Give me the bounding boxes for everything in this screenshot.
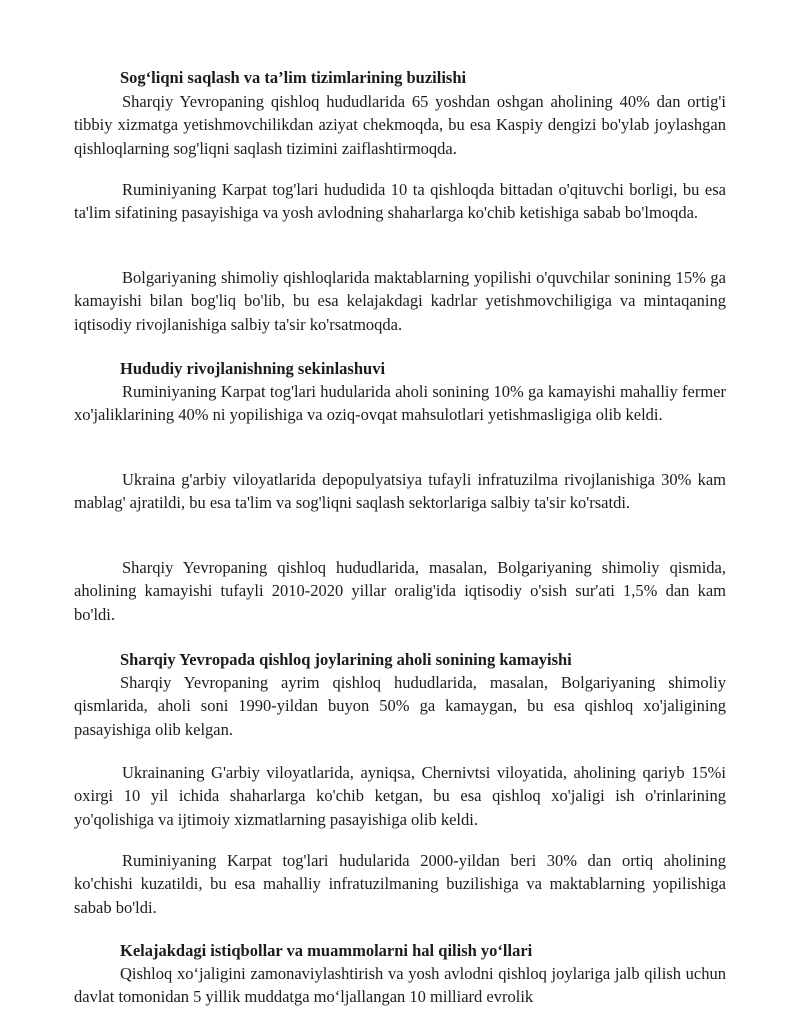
section-title-population-decline: Sharqiy Yevropada qishloq joylarining aholi sonining kamayishi bbox=[120, 650, 572, 669]
paragraph: Ukraina g'arbiy viloyatlarida depopulyatsiya tufayli infratuzilma rivojlanishiga 30% kam mablag' ajratildi, bu esa ta'lim va sog'liqni saqlash sektorlariga salbiy ta'sir ko'rsatdi. bbox=[74, 470, 726, 513]
paragraph: Ukrainaning G'arbiy viloyatlarida, ayniqsa, Chernivtsi viloyatida, aholining qariyb 15%i oxirgi 10 yil ichida shaharlarga ko'chib ketgan, bu esa qishloq xo'jaligi ish o'rinlarining yo'qolishiga va ijtimoiy xizmatlarning pasayishiga olib keldi. bbox=[74, 763, 726, 829]
section-title-future-prospects: Kelajakdagi istiqbollar va muammolarni hal qilish yo‘llari bbox=[120, 941, 533, 960]
paragraph: Ruminiyaning Karpat tog'lari hudularida aholi sonining 10% ga kamayishi mahalliy fermer xo'jaliklarining 40% ni yopilishiga va oziq-ovqat mahsulotlari yetishmasligiga olib keldi. bbox=[74, 382, 726, 425]
paragraph: Ruminiyaning Karpat tog'lari hudularida 2000-yildan beri 30% dan ortiq aholining ko'chishi kuzatildi, bu esa mahalliy infratuzilmaning buzilishiga va maktablarning yopilishiga sabab bo'ldi. bbox=[74, 851, 726, 917]
paragraph: Sharqiy Yevropaning qishloq hududlarida 65 yoshdan oshgan aholining 40% dan ortig'i tibbiy xizmatga yetishmovchilikdan aziyat chekmoqda, bu esa Kaspiy dengizi bo'ylab joylashgan qishloqlarning sog'liqni saqlash tizimini zaiflashtirmoqda. bbox=[74, 92, 726, 158]
section-title-regional-development: Hududiy rivojlanishning sekinlashuvi bbox=[120, 359, 386, 378]
paragraph: Sharqiy Yevropaning qishloq hududlarida, masalan, Bolgariyaning shimoliy qismida, aholining kamayishi tufayli 2010-2020 yillar oralig'ida iqtisodiy o'sish sur'ati 1,5% dan kam bo'ldi. bbox=[74, 558, 726, 624]
paragraph: Bolgariyaning shimoliy qishloqlarida maktablarning yopilishi o'quvchilar sonining 15% ga kamayishi bilan bog'liq bo'lib, bu esa kelajakdagi kadrlar yetishmovchiligiga va mintaqaning iqtisodiy rivojlanishiga salbiy ta'sir ko'rsatmoqda. bbox=[74, 268, 726, 334]
section-title-health-education: Sog‘liqni saqlash va ta’lim tizimlarining buzilishi bbox=[120, 68, 467, 87]
paragraph: Ruminiyaning Karpat tog'lari hududida 10 ta qishloqda bittadan o'qituvchi borligi, bu esa ta'lim sifatining pasayishiga va yosh avlodning shaharlarga ko'chib ketishiga sabab bo'lmoqda. bbox=[74, 180, 726, 223]
paragraph: Qishloq xo‘jaligini zamonaviylashtirish va yosh avlodni qishloq joylariga jalb qilish uchun davlat tomonidan 5 yillik muddatga mo‘ljallangan 10 milliard evrolik bbox=[74, 964, 726, 1007]
paragraph: Sharqiy Yevropaning ayrim qishloq hududlarida, masalan, Bolgariyaning shimoliy qismlarida, aholi soni 1990-yildan buyon 50% ga kamaygan, bu esa qishloq xo'jaligining pasayishiga olib kelgan. bbox=[74, 673, 726, 739]
